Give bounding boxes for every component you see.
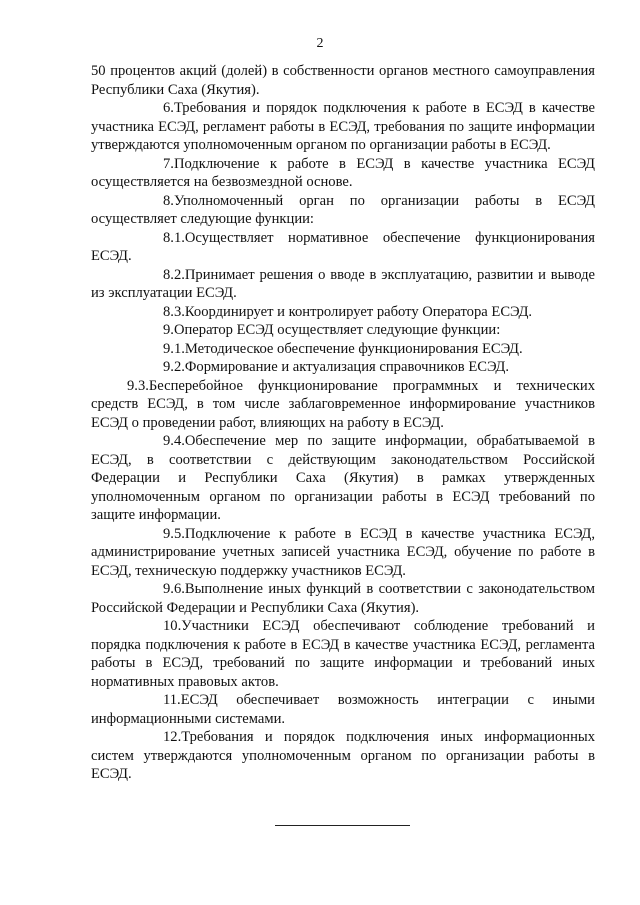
clause-number: 8.1. [163,229,185,246]
paragraph-text: Подключение к работе в ЕСЭД в качестве участника ЕСЭД, администрирование учетных записей участника ЕСЭД, обучение по работе в ЕСЭД, техническую поддержку участников ЕСЭД. [91,525,595,579]
closing-divider-line [275,825,410,826]
paragraph-9-5 [91,525,595,581]
paragraph-9 [91,321,595,340]
document-body [91,62,595,784]
clause-number: 9.1. [163,340,185,357]
paragraph-11 [91,691,595,728]
paragraph-12 [91,728,595,784]
paragraph-text: Принимает решения о вводе в эксплуатацию, развитии и выводе из эксплуатации ЕСЭД. [91,266,595,301]
clause-number: 9. [163,322,174,338]
paragraph-text: Уполномоченный орган по организации работы в ЕСЭД осуществляет следующие функции: [91,192,595,227]
paragraph-9-3 [91,377,595,433]
paragraph-6 [91,99,595,155]
paragraph-text: Участники ЕСЭД обеспечивают соблюдение требований и порядка подключения к работе в ЕСЭД в качестве участника ЕСЭД, регламента работы в ЕСЭД, требований по защите информации и требований иных нормативных правовых актов. [91,618,595,690]
paragraph-8-3 [91,303,595,322]
clause-number: 9.4. [163,433,185,449]
paragraph-8-1 [91,229,595,266]
paragraph-text: Формирование и актуализация справочников ЕСЭД. [184,359,509,375]
paragraph-text: Оператор ЕСЭД осуществляет следующие функции: [173,322,501,338]
clause-number: 9.5. [163,525,185,542]
clause-number: 9.2. [163,359,185,375]
paragraph-9-4 [91,432,595,525]
paragraph-7 [91,155,595,192]
paragraph-continuation [91,62,595,99]
paragraph-text: Требования и порядок подключения к работе в ЕСЭД в качестве участника ЕСЭД, регламент работы в ЕСЭД, требования по защите информации утверждаются уполномоченным органом по организации работы в ЕСЭД. [91,100,595,153]
paragraph-8 [91,192,595,229]
paragraph-text: Подключение к работе в ЕСЭД в качестве участника ЕСЭД осуществляется на безвозмездной основе. [91,155,595,190]
paragraph-text: 9.3.Бесперебойное функционирование программных и технических средств ЕСЭД, в том числе заблаговременное информирование участников ЕСЭД о проведении работ, влияющих на работу в ЕСЭД. [91,377,595,431]
paragraph-10 [91,617,595,691]
paragraph-text: Координирует и контролирует работу Оператора ЕСЭД. [184,303,533,320]
paragraph-9-1 [91,340,595,359]
paragraph-8-2 [91,266,595,303]
clause-number: 9.6. [163,581,185,597]
paragraph-text: Обеспечение мер по защите информации, обрабатываемой в ЕСЭД, в соответствии с действующим законодательством Российской Федерации и Республики Саха (Якутия) в рамках утвержденных уполномоченным органом по организации работы в ЕСЭД требований по защите информации. [91,433,595,523]
clause-number: 11. [163,692,181,708]
paragraph-text: Выполнение иных функций в соответствии с законодательством Российской Федерации и Республики Саха (Якутия). [91,581,595,616]
page-number: 2 [316,36,324,51]
paragraph-text: ЕСЭД обеспечивает возможность интеграции с иными информационными системами. [91,692,595,727]
clause-number: 12. [163,729,182,745]
clause-number: 8.3. [163,303,185,320]
clause-number: 6. [163,100,174,116]
paragraph-9-6 [91,580,595,617]
paragraph-text: Требования и порядок подключения иных информационных систем утверждаются уполномоченным органом по организации работы в ЕСЭД. [91,729,595,782]
paragraph-9-2 [91,358,595,377]
clause-number: 7. [163,155,174,172]
clause-number: 10. [163,618,182,634]
paragraph-text: Методическое обеспечение функционирования ЕСЭД. [184,340,523,357]
clause-number: 8.2. [163,266,185,283]
paragraph-text: 50 процентов акций (долей) в собственности органов местного самоуправления Республики Саха (Якутия). [91,63,595,98]
clause-number: 8. [163,192,174,209]
paragraph-text: Осуществляет нормативное обеспечение функционирования ЕСЭД. [91,229,595,264]
